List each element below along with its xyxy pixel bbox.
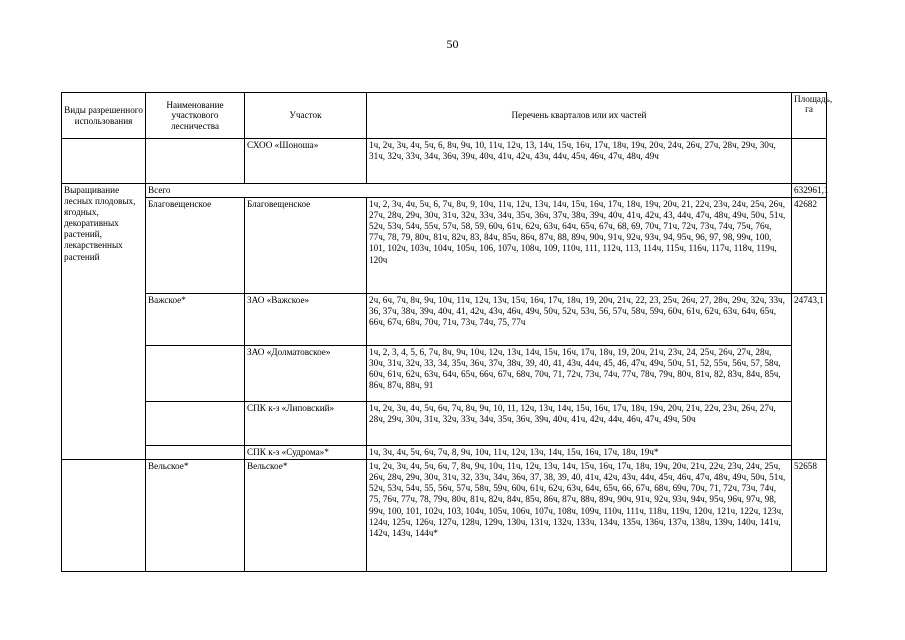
quarters-cell: 1ч, 2, 3, 4, 5, 6, 7ч, 8ч, 9ч, 10ч, 12ч, 13ч, 14ч, 15ч, 16ч, 17ч, 18ч, 19, 20ч, 21ч, 23ч, 24, 25ч, 26ч, 27ч, 28ч, 30ч, 31ч, 32ч, 33, 34, 35ч, 36ч, 37ч, 38ч, 39, 40, 41, 43ч, 44ч, 45, 46, 47ч, 49ч, 50ч, 51, 52, 55ч, 56ч, 57, 58ч, 60ч, 61ч, 62ч, 63ч, 64ч, 65ч, 66ч, 67ч, 68ч, 70ч, 71, 72ч, 73ч, 74ч, 77ч, 78ч, 79ч, 80ч, 81ч, 82, 83ч, 84ч, 85ч, 86ч, 87ч, 88ч, 91 — [367, 346, 792, 402]
forestry-cell: Благовещенское — [146, 198, 245, 294]
area-cell: 24743,1 — [792, 294, 827, 460]
total-label-cell: Всего — [146, 184, 792, 198]
quarters-cell: 2ч, 6ч, 7ч, 8ч, 9ч, 10ч, 11ч, 12ч, 13ч, 15ч, 16ч, 17ч, 18ч, 19, 20ч, 21ч, 22, 23, 25ч, 26ч, 27, 28ч, 29ч, 32ч, 33ч, 36, 37ч, 38ч, 39ч, 40ч, 41, 42ч, 43ч, 46ч, 49ч, 50ч, 52ч, 53ч, 56, 57ч, 58ч, 59ч, 60ч, 61ч, 62ч, 63ч, 64ч, 65ч, 66ч, 67ч, 68ч, 70ч, 71ч, 73ч, 74ч, 75, 77ч — [367, 294, 792, 346]
quarters-cell: 1ч, 2, 3ч, 4ч, 5ч, 6, 7ч, 8ч, 9, 10ч, 11ч, 12ч, 13ч, 14ч, 15ч, 16ч, 17ч, 18ч, 19ч, 20ч, 21, 22ч, 23ч, 24ч, 25ч, 26ч, 27ч, 28ч, 29ч, 30ч, 31ч, 32ч, 33ч, 34ч, 35ч, 36ч, 37ч, 38ч, 39ч, 40ч, 41ч, 42ч, 43, 44ч, 47ч, 48ч, 49ч, 50ч, 51ч, 52ч, 53ч, 54ч, 55ч, 57ч, 58, 59, 60ч, 61ч, 62ч, 63ч, 64ч, 65ч, 67ч, 68, 69, 70ч, 71ч, 72ч, 73ч, 74ч, 75ч, 76ч, 77ч, 78, 79, 80ч, 81ч, 82ч, 83, 84ч, 85ч, 86ч, 87ч, 88, 89ч, 90ч, 91ч, 92ч, 93ч, 94, 95ч, 96, 97, 98, 99ч, 100, 101, 102ч, 103ч, 104ч, 105ч, 106, 107ч, 108ч, 109, 110ч, 111, 112ч, 113, 114ч, 115ч, 116ч, 117ч, 118ч, 119ч, 120ч — [367, 198, 792, 294]
land-use-table — [61, 92, 833, 572]
plot-cell: Вельское* — [245, 460, 367, 572]
header-plot: Участок — [245, 93, 367, 139]
header-row — [62, 93, 827, 139]
plot-cell: ЗАО «Долматовское» — [245, 346, 367, 402]
table-row — [62, 198, 827, 294]
table-row — [62, 446, 827, 460]
forestry-cell-empty — [146, 139, 245, 184]
table-row — [62, 294, 827, 346]
plot-cell: ЗАО «Важское» — [245, 294, 367, 346]
area-cell: 52658 — [792, 460, 827, 572]
page-number: 50 — [446, 37, 459, 51]
table-row — [62, 402, 827, 446]
quarters-cell: 1ч, 2ч, 3ч, 4ч, 5ч, 6, 8ч, 9ч, 10, 11ч, 12ч, 13, 14ч, 15ч, 16ч, 17ч, 18ч, 19ч, 20ч, 24ч, 26ч, 27ч, 28ч, 29ч, 30ч, 31ч, 32ч, 33ч, 34ч, 36ч, 39ч, 40ч, 41ч, 42ч, 43ч, 44ч, 45ч, 46ч, 47ч, 48ч, 49ч — [367, 139, 792, 184]
forestry-cell: Вельское* — [146, 460, 245, 572]
forestry-cell-empty — [146, 402, 245, 446]
table-row — [62, 346, 827, 402]
forestry-cell-empty — [146, 346, 245, 402]
forestry-cell: Важское* — [146, 294, 245, 346]
plot-cell: СХОО «Шоноша» — [245, 139, 367, 184]
quarters-cell: 1ч, 3ч, 4ч, 5ч, 6ч, 7ч, 8, 9ч, 10ч, 11ч, 12ч, 13ч, 14ч, 15ч, 16ч, 17ч, 18ч, 19ч* — [367, 446, 792, 460]
use-type-cell-empty — [62, 460, 146, 572]
header-quarters: Перечень кварталов или их частей — [367, 93, 792, 139]
table-row — [62, 139, 827, 184]
use-type-cell-empty — [62, 139, 146, 184]
area-cell: 42682 — [792, 198, 827, 294]
table-row — [62, 184, 827, 198]
quarters-cell: 1ч, 2ч, 3ч, 4ч, 5ч, 6ч, 7ч, 8ч, 9ч, 10, 11, 12ч, 13ч, 14ч, 15ч, 16ч, 17ч, 18ч, 19ч, 20ч, 21ч, 22ч, 23ч, 26ч, 27ч, 28ч, 29ч, 30ч, 31ч, 32ч, 33ч, 34ч, 35ч, 36ч, 39ч, 40ч, 41ч, 42ч, 44ч, 46ч, 47ч, 49ч, 50ч — [367, 402, 792, 446]
header-area: Площадь, га — [792, 93, 827, 139]
plot-cell: СПК к-з «Судрома»* — [245, 446, 367, 460]
quarters-cell: 1ч, 2ч, 3ч, 4ч, 5ч, 6ч, 7, 8ч, 9ч, 10ч, 11ч, 12ч, 13ч, 14ч, 15ч, 16ч, 17ч, 18ч, 19ч, 20ч, 21ч, 22ч, 23ч, 24ч, 25ч, 26ч, 28ч, 29ч, 30ч, 31ч, 32, 33ч, 34ч, 36ч, 37, 38, 39, 40, 41ч, 42ч, 43ч, 44ч, 45ч, 46ч, 47ч, 48ч, 49ч, 50ч, 51ч, 52ч, 53ч, 54ч, 55, 56ч, 57ч, 58ч, 59ч, 60ч, 61ч, 62ч, 63ч, 64ч, 65ч, 66, 67ч, 68ч, 69ч, 70ч, 71, 72ч, 73ч, 74ч, 75, 76ч, 77ч, 78, 79ч, 80ч, 81ч, 82ч, 84ч, 85ч, 86ч, 87ч, 88ч, 89ч, 90ч, 91ч, 92ч, 93ч, 94ч, 95ч, 96ч, 97ч, 98, 99ч, 100, 101, 102ч, 103, 104ч, 105ч, 106ч, 107ч, 108ч, 109ч, 110ч, 111ч, 118ч, 119ч, 120ч, 121ч, 122ч, 123ч, 124ч, 125ч, 126ч, 127ч, 128ч, 129ч, 130ч, 131ч, 132ч, 133ч, 134ч, 135ч, 136ч, 137ч, 138ч, 139ч, 140ч, 141ч, 142ч, 143ч, 144ч* — [367, 460, 792, 572]
plot-cell: СПК к-з «Липовский» — [245, 402, 367, 446]
header-use-type: Виды разрешенного использования — [62, 93, 146, 139]
plot-cell: Благовещенское — [245, 198, 367, 294]
area-cell-empty — [792, 139, 827, 184]
total-area-cell: 632961,1 — [792, 184, 827, 198]
use-type-cell: Выращивание лесных плодовых, ягодных, декоративных растений, лекарственных растений — [62, 184, 146, 460]
forestry-cell-empty — [146, 446, 245, 460]
header-forestry: Наименование участкового лесничества — [146, 93, 245, 139]
table-row — [62, 460, 827, 572]
